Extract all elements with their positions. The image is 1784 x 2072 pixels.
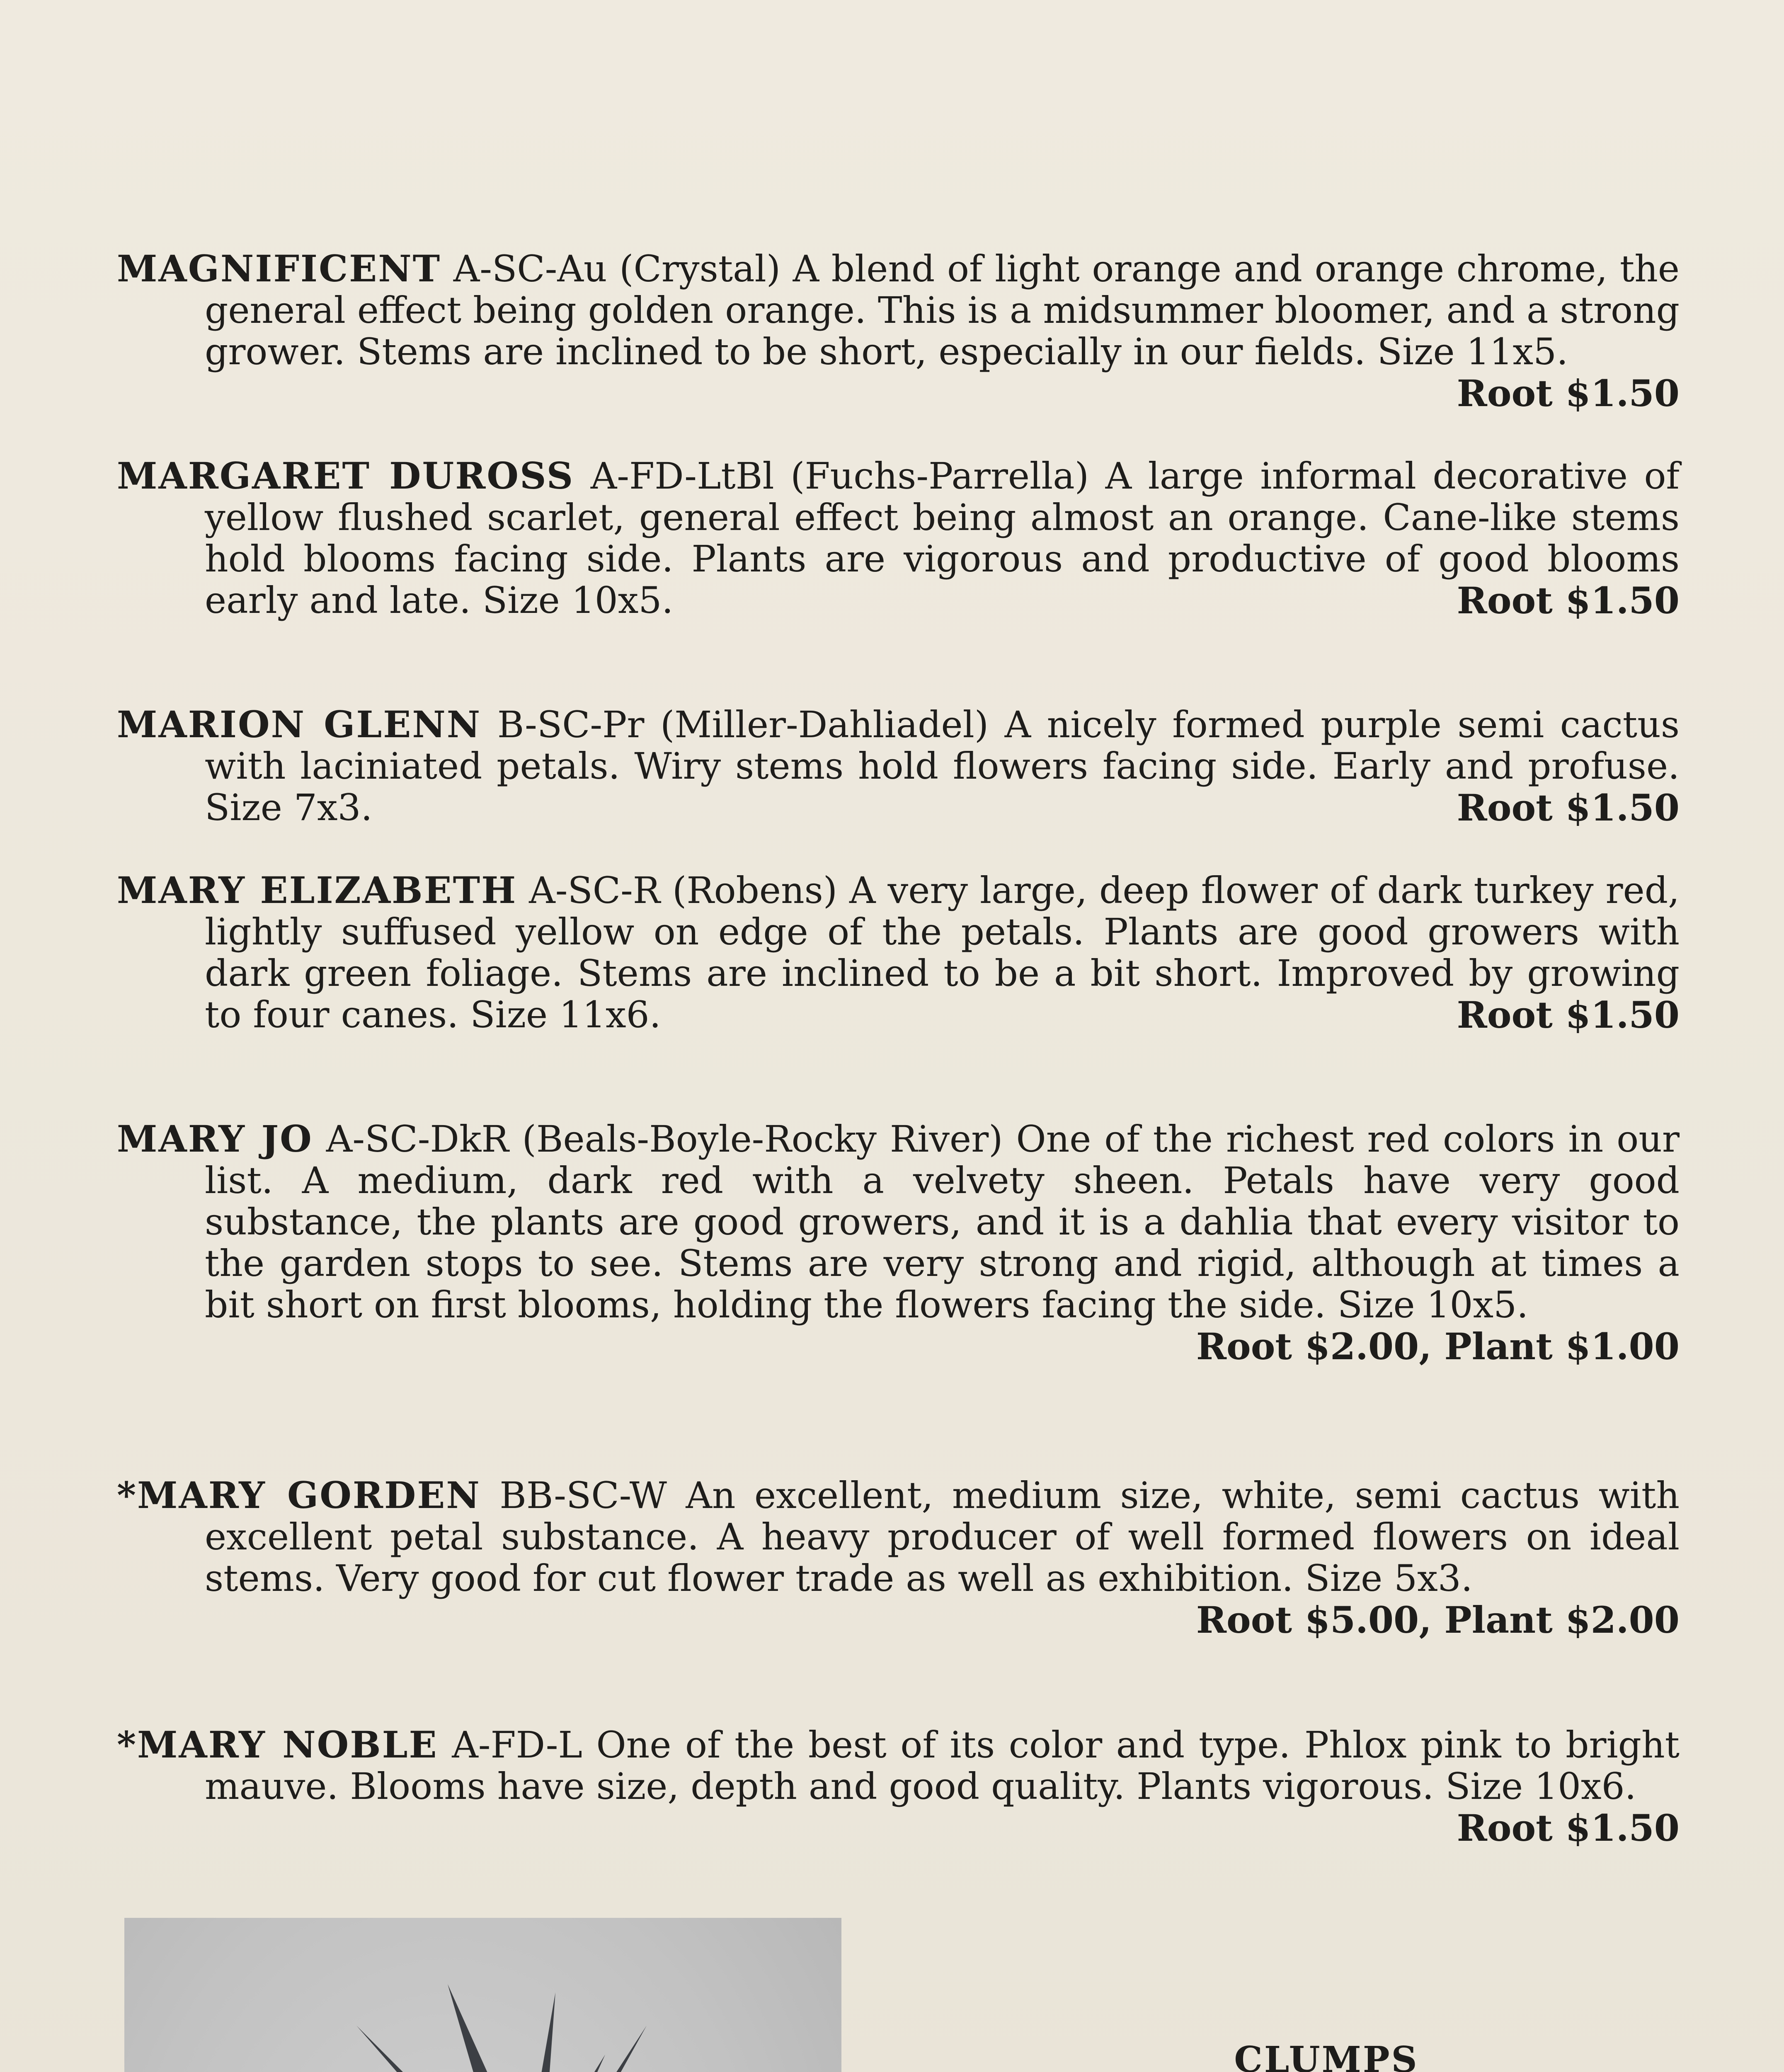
variety-name: MARGARET DUROSS: [117, 454, 574, 497]
variety-price: Root $1.50: [1457, 579, 1680, 622]
variety-name: MAGNIFICENT: [117, 247, 441, 290]
entry-marion-glenn: [117, 704, 1680, 828]
variety-description: B-SC-Pr (Miller-Dahliadel) A nicely formed purple semi cactus with laciniated petals. Wiry stems hold flowers facing side. Early and profuse. Size 7x3.: [205, 703, 1680, 829]
variety-name: *MARY GORDEN: [117, 1474, 481, 1517]
variety-price: Root $1.50: [1457, 1806, 1680, 1849]
variety-name: MARY JO: [117, 1117, 313, 1160]
variety-price: Root $5.00, Plant $2.00: [1196, 1598, 1680, 1641]
entry-magnificent: [117, 248, 1680, 414]
variety-price: Root $2.00, Plant $1.00: [1196, 1325, 1680, 1368]
variety-price: Root $1.50: [1457, 993, 1680, 1036]
entry-mary-elizabeth: [117, 869, 1680, 1036]
variety-price: Root $1.50: [1457, 786, 1680, 829]
variety-description: A-FD-LtBl (Fuchs-Parrella) A large informal decorative of yellow flushed scarlet, general effect being almost an orange. Cane-like stems hold blooms facing side. Plants are vigorous and productive of good blooms early and late. Size 10x5.: [205, 455, 1680, 622]
dahlia-photo: [124, 1918, 841, 2072]
entry-mary-jo: [117, 1118, 1680, 1367]
variety-description: A-SC-R (Robens) A very large, deep flower of dark turkey red, lightly suffused yellow on edge of the petals. Plants are good growers with dark green foliage. Stems are inclined to be a bit short. Improved by growing to four canes. Size 11x6.: [205, 869, 1680, 1036]
variety-description: BB-SC-W An excellent, medium size, white, semi cactus with excellent petal substance. A heavy producer of well formed flowers on ideal stems. Very good for cut flower trade as well as exhibition. Size 5x3.: [205, 1474, 1680, 1600]
variety-description: A-FD-L One of the best of its color and type. Phlox pink to bright mauve. Blooms have size, depth and good quality. Plants vigorous. Size 10x6.: [205, 1723, 1680, 1808]
variety-name: MARY ELIZABETH: [117, 869, 517, 912]
entry-margaret-duross: [117, 455, 1680, 621]
entry-mary-noble: [117, 1724, 1680, 1849]
clumps-heading: CLUMPS: [1234, 2039, 1419, 2072]
variety-description: A-SC-DkR (Beals-Boyle-Rocky River) One of the richest red colors in our list. A medium, dark red with a velvety sheen. Petals have very good substance, the plants are good growers, and it is a dahlia that every visitor to the garden stops to see. Stems are very strong and rigid, although at times a bit short on first blooms, holding the flowers facing the side. Size 10x5.: [205, 1118, 1680, 1326]
entry-mary-gorden: [117, 1474, 1680, 1641]
variety-price: Root $1.50: [1457, 372, 1680, 415]
variety-description: A-SC-Au (Crystal) A blend of light orange and orange chrome, the general effect being golden orange. This is a midsummer bloomer, and a strong grower. Stems are inclined to be short, especially in our fields. Size 11x5.: [205, 247, 1680, 373]
dahlia-flower-icon: [124, 1918, 841, 2072]
variety-name: MARION GLENN: [117, 703, 482, 746]
variety-name: *MARY NOBLE: [117, 1723, 438, 1766]
